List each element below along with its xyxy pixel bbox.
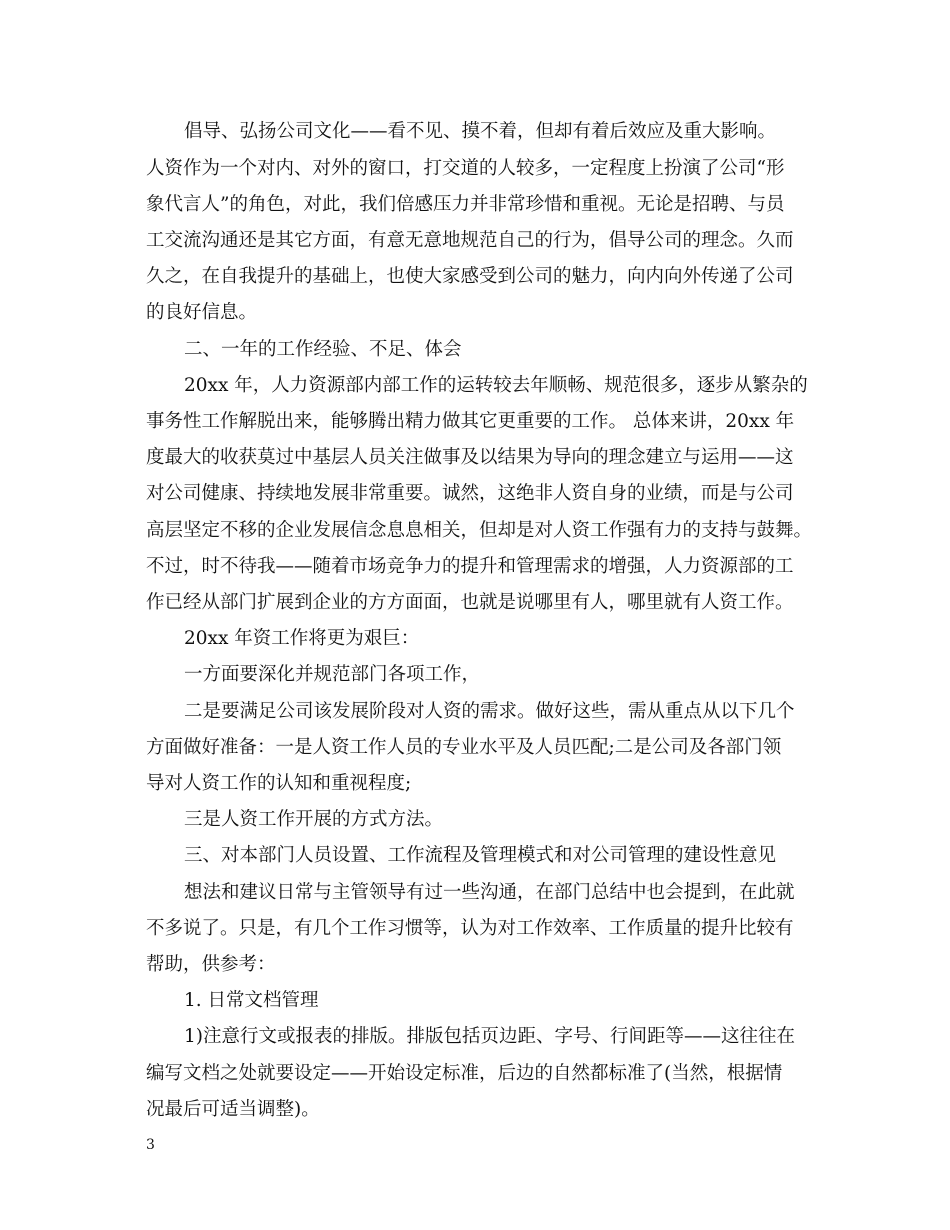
text-line: 倡导、弘扬公司文化——看不见、摸不着，但却有着后效应及重大影响。: [184, 121, 777, 142]
text-line: 编写文档之处就要设定——开始设定标准，后边的自然都标准了(当然，根据情: [146, 1063, 783, 1084]
text-line: 不过，时不待我——随着市场竞争力的提升和管理需求的增强，人力资源部的工: [146, 556, 794, 577]
text-line: 的良好信息。: [146, 302, 258, 323]
text-line: 工交流沟通还是其它方面，有意无意地规范自己的行为，倡导公司的理念。久而: [146, 230, 794, 251]
text-line: 不多说了。只是，有几个工作习惯等，认为对工作效率、工作质量的提升比较有: [146, 918, 794, 939]
text-line: 二是要满足公司该发展阶段对人资的需求。做好这些，需从重点从以下几个: [184, 701, 795, 722]
text-line: 人资作为一个对内、对外的窗口，打交道的人较多，一定程度上扮演了公司“形: [146, 158, 785, 179]
text-line: 三是人资工作开展的方式方法。: [184, 809, 444, 830]
text-line: 度最大的收获莫过中基层人员关注做事及以结果为导向的理念建立与运用——这: [146, 447, 794, 468]
text-line: 导对人资工作的认知和重视程度;: [146, 773, 412, 794]
section-heading: 二、一年的工作经验、不足、体会: [184, 339, 462, 360]
section-heading: 三、对本部门人员设置、工作流程及管理模式和对公司管理的建设性意见: [184, 845, 777, 866]
text-line: 事务性工作解脱出来，能够腾出精力做其它更重要的工作。 总体来讲，20xx 年: [146, 411, 795, 432]
text-line: 一方面要深化并规范部门各项工作，: [184, 664, 481, 685]
text-line: 1)注意行文或报表的排版。排版包括页边距、字号、行间距等——这往往在: [184, 1026, 795, 1047]
text-line: 象代言人”的角色，对此，我们倍感压力并非常珍惜和重视。无论是招聘、与员: [146, 194, 785, 215]
text-line: 方面做好准备：一是人资工作人员的专业水平及人员匹配;二是公司及各部门领: [146, 737, 782, 758]
text-line: 况最后可适当调整)。: [146, 1099, 320, 1120]
text-line: 作已经从部门扩展到企业的方方面面，也就是说哪里有人，哪里就有人资工作。: [146, 592, 794, 613]
subsection-heading: 1. 日常文档管理: [184, 990, 319, 1011]
page-number: 3: [146, 1137, 155, 1153]
text-line: 高层坚定不移的企业发展信念息息相关，但却是对人资工作强有力的支持与鼓舞。: [146, 520, 813, 541]
text-line: 20xx 年，人力资源部内部工作的运转较去年顺畅、规范很多，逐步从繁杂的: [184, 375, 808, 396]
text-line: 久之，在自我提升的基础上，也使大家感受到公司的魅力，向内向外传递了公司: [146, 266, 794, 287]
text-line: 20xx 年资工作将更为艰巨：: [184, 628, 420, 649]
text-line: 帮助，供参考：: [146, 954, 276, 975]
text-line: 想法和建议日常与主管领导有过一些沟通，在部门总结中也会提到，在此就: [184, 882, 795, 903]
text-line: 对公司健康、持续地发展非常重要。诚然，这绝非人资自身的业绩，而是与公司: [146, 483, 794, 504]
